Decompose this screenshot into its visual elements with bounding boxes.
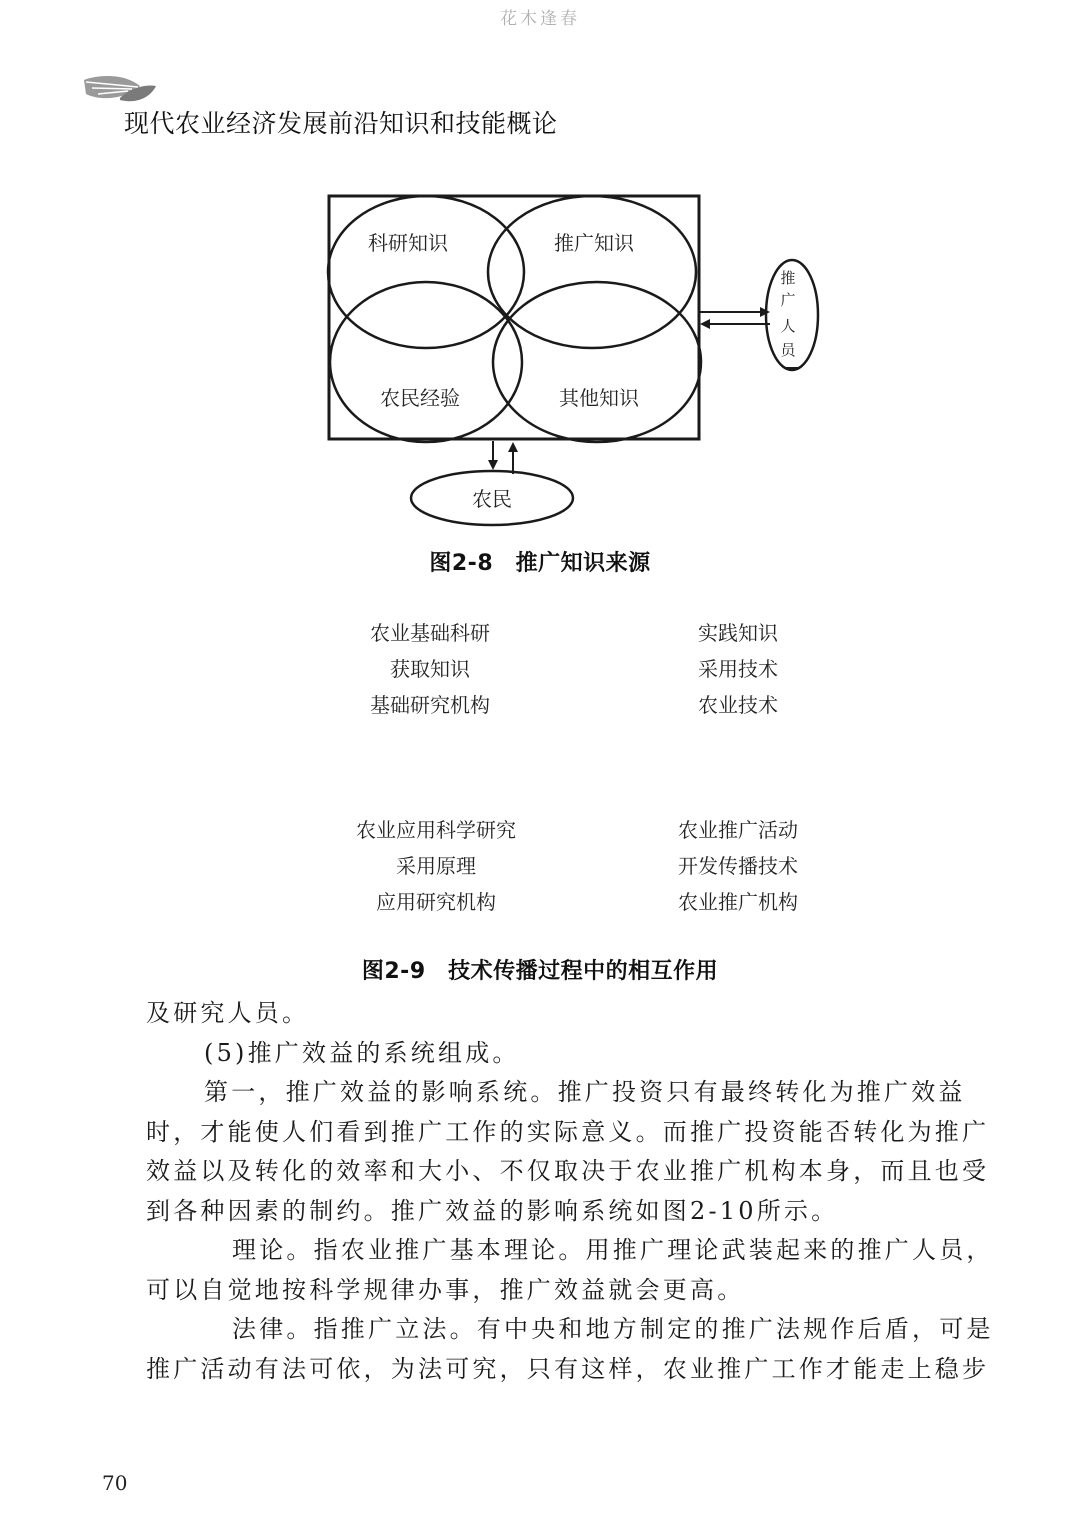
fig29-top-right-line: 农业技术 xyxy=(698,693,778,717)
fig29-bottom-left-line: 采用原理 xyxy=(396,854,476,878)
staff-char-2: 广 xyxy=(780,291,796,309)
other-knowledge-ellipse xyxy=(493,282,701,442)
fig29-bottom-left xyxy=(286,812,586,920)
paragraph-3: 第一，推广效益的影响系统。推广投资只有最终转化为推广效益时，才能使人们看到推广工作的实际意义。而推广投资能否转化为推广效益以及转化的效率和大小、不仅取决于农业推广机构本身，而且也受到各种因素的制约。推广效益的影响系统如图2-10所示。 xyxy=(146,1078,990,1225)
fig29-top-left xyxy=(280,615,580,723)
fig29-bottom-left-line: 应用研究机构 xyxy=(376,890,496,914)
leaf-logo-icon xyxy=(80,72,160,106)
paragraph-4: 理论。指农业推广基本理论。用推广理论武装起来的推广人员，可以自觉地按科学规律办事，推广效益就会更高。 xyxy=(146,1236,994,1304)
page-number: 70 xyxy=(102,1471,128,1495)
farmer-experience-label: 农民经验 xyxy=(380,386,460,410)
fig29-bottom-right xyxy=(588,812,888,920)
staff-char-1: 推 xyxy=(780,269,796,287)
paragraph-5: 法律。指推广立法。有中央和地方制定的推广法规作后盾，可是推广活动有法可依，为法可究，只有这样，农业推广工作才能走上稳步 xyxy=(146,1315,994,1383)
fig29-top-right-line: 采用技术 xyxy=(698,657,778,681)
farmers-label: 农民 xyxy=(472,487,512,511)
paragraph-2: (5)推广效益的系统组成。 xyxy=(204,1038,520,1067)
fig29-bottom-right-line: 开发传播技术 xyxy=(678,854,798,878)
fig29-bottom-left-line: 农业应用科学研究 xyxy=(356,818,516,842)
staff-ellipse xyxy=(766,260,818,370)
watermark: 花木逢春 xyxy=(500,9,580,29)
figure-2-9-caption: 图2-9 技术传播过程中的相互作用 xyxy=(361,959,719,984)
paragraph-1: 及研究人员。 xyxy=(146,999,310,1027)
fig29-top-right-line: 实践知识 xyxy=(698,621,778,645)
farmers-ellipse xyxy=(411,471,573,525)
book-title: 现代农业经济发展前沿知识和技能概论 xyxy=(124,109,558,138)
fig29-top-left-line: 基础研究机构 xyxy=(370,693,490,717)
research-ellipse xyxy=(328,196,524,348)
fig29-top-left-line: 获取知识 xyxy=(390,657,470,681)
fig29-bottom-right-line: 农业推广机构 xyxy=(678,890,798,914)
fig29-bottom-right-line: 农业推广活动 xyxy=(678,818,798,842)
extension-ellipse xyxy=(488,196,696,348)
farmer-experience-ellipse xyxy=(330,282,522,442)
research-label: 科研知识 xyxy=(368,231,448,255)
knowledge-frame xyxy=(329,196,699,439)
staff-char-3: 人 xyxy=(780,317,796,335)
figure-2-8-caption: 图2-8 推广知识来源 xyxy=(429,551,651,576)
body-text xyxy=(146,994,1016,1389)
staff-char-4: 员 xyxy=(780,341,796,359)
extension-label: 推广知识 xyxy=(554,231,634,255)
fig29-top-left-line: 农业基础科研 xyxy=(370,621,490,645)
fig29-top-right xyxy=(588,615,888,723)
other-knowledge-label: 其他知识 xyxy=(559,386,639,410)
